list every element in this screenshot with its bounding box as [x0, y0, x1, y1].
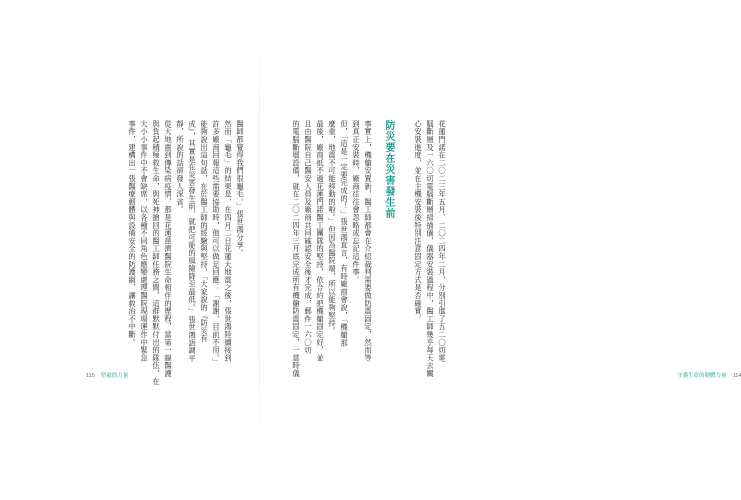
text-column: 花蓮門諾在二〇二三年五月、二〇二四年二月，分別引進了五二〇切電 [438, 120, 447, 362]
left-page-footer [86, 371, 128, 379]
text-column: 事件，建構出一張醫療韌體與設備安全的防護網，讓救治不中斷。 [128, 120, 137, 347]
section-heading: 防災要在災害發生前 [383, 120, 394, 219]
text-column: 麼重，地震不可能移動的啦。」但因為醫院端，所以能夠堅持。 [328, 120, 337, 335]
text-column: 但，「這是一定要完成的！」張世鴻直言，有時廠商會說，「機艙那 [340, 120, 349, 347]
text-column: 的電腦斷層設備，就在二〇二四年三月底完成所有機艙防震固定，一當時儀 [292, 120, 301, 378]
text-column: 與負起積極救生命，與死神搶回的醫工師任務之間，這群默默付出的隊伍，在 [152, 120, 161, 386]
text-column: 大小小事件中不會缺席，以各種不同角色應變處理醫院現場運作中緊急 [140, 120, 149, 362]
left-page-body [126, 120, 246, 385]
text-column: 到真正安裝時，廠商往往會忽略或忘記這件事。 [352, 120, 361, 284]
text-column: 腦斷層及一六〇切電腦斷層掃描儀，儀器安裝過程中，醫工師幾乎每天去關 [426, 120, 435, 378]
text-column: 靜，所說的話卻發人深省。 [176, 120, 185, 214]
right-page-footer [677, 371, 741, 379]
text-column: 醫師都覺得我們很龜毛。」張世鴻分享。 [236, 120, 245, 257]
left-page [0, 0, 260, 500]
spacer [402, 120, 412, 385]
text-column: 成』，其實是在災害發生前，就把可能的風險降至最低。」張世鴻語調平 [188, 120, 197, 363]
running-title: 守護生命的韌體力量 [677, 373, 727, 379]
text-column: 能夠說出這句話，在於醫工師的經驗與堅持，「大家說的『防災有 [200, 120, 209, 343]
right-page [260, 0, 741, 500]
page-number: 115 [86, 373, 95, 379]
text-column: 最後，廠商抵不過花蓮門諾醫工團隊的堅持，依合約把機艙固定好，並 [316, 120, 325, 362]
right-page-body [290, 120, 448, 385]
text-column: 事實上，機艙安置新，醫工師都會在介紹裁判需要做防震固定，然而等 [364, 120, 373, 362]
text-column: 從大地震到傳染病疫情，都是花蓮慈濟醫院生命相伴的歷程，當第一線醫護 [164, 120, 173, 378]
page-number: 114 [732, 373, 741, 379]
text-column: 許多廠商回報這些需要協助時，他可以做足回應：「謝謝，目前不用。」 [212, 120, 221, 366]
running-title: 堅毅的力量 [100, 373, 129, 379]
text-column: 心安裝進度，並在主機安裝後特別注意固定方式是否確實。 [414, 120, 423, 323]
text-column: 且由醫院自己醫安人員及廠商共同確認安全後才完成，郵件一六〇切 [304, 120, 313, 354]
text-column: 然而「龜毛」的結果是，在四月二日花蓮大地震之後，張世鴻陸續接到 [224, 120, 233, 362]
